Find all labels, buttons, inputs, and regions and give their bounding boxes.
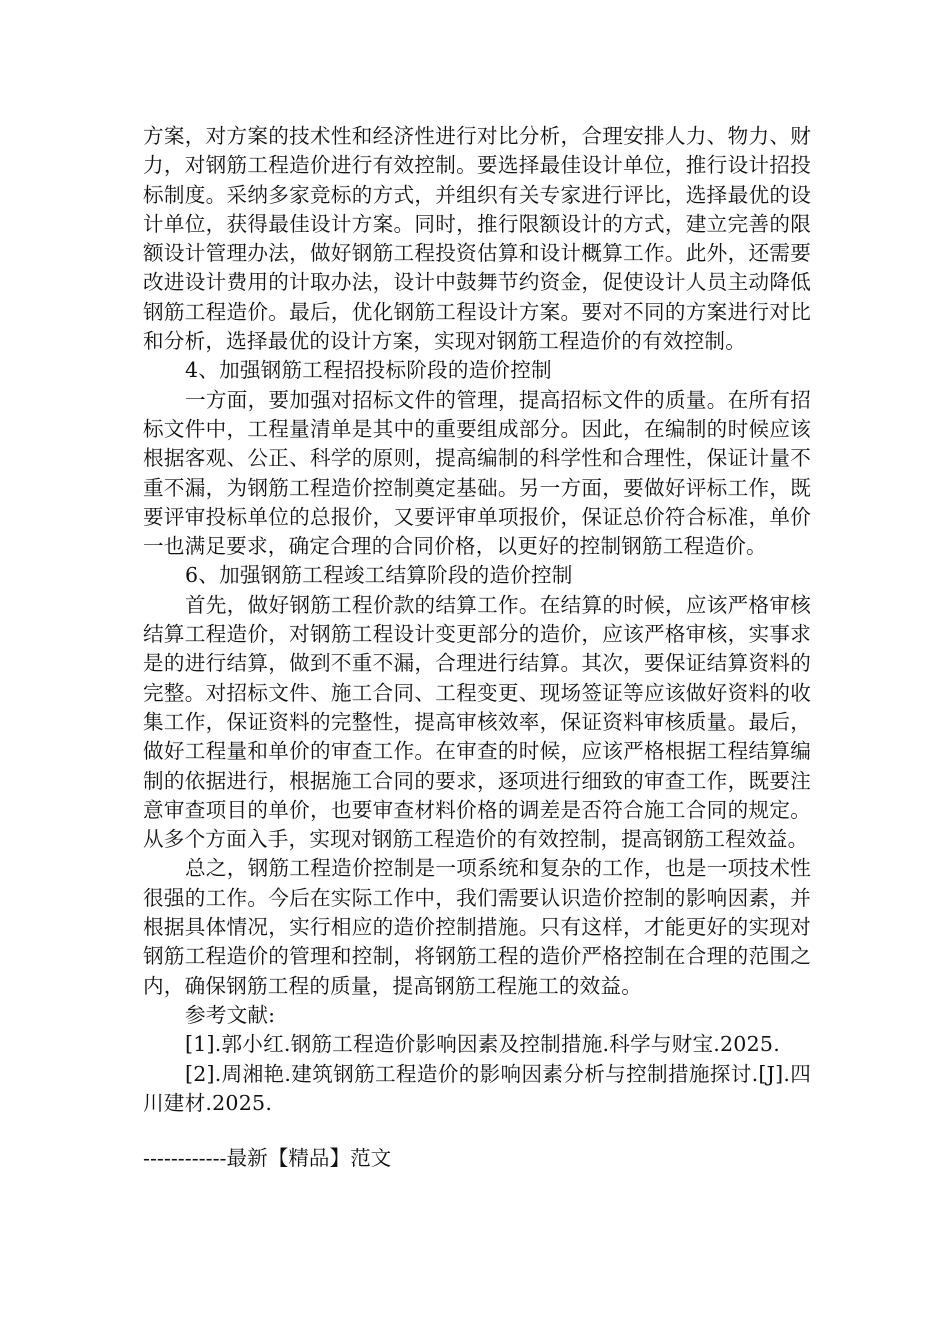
reference-item-1: [1].郭小红.钢筋工程造价影响因素及控制措施.科学与财宝.2025.	[185, 1032, 780, 1057]
paragraph-design-stage: 方案，对方案的技术性和经济性进行对比分析，合理安排人力、物力、财力，对钢筋工程造价进行有效控制。要选择最佳设计单位，推行设计招投标制度。采纳多家竞标的方式，并组织有关专家进行评比，选择最优的设计单位，获得最佳设计方案。同时，推行限额设计的方式，建立完善的限额设计管理办法，做好钢筋工程投资估算和设计概算工作。此外，还需要改进设计费用的计取办法，设计中鼓舞节约资金，促使设计人员主动降低钢筋工程造价。最后，优化钢筋工程设计方案。要对不同的方案进行对比和分析，选择最优的设计方案，实现对钢筋工程造价的有效控制。	[143, 124, 811, 354]
document-body	[143, 122, 811, 1118]
section-heading-bidding: 4、加强钢筋工程招投标阶段的造价控制	[185, 358, 552, 383]
references-heading: 参考文献:	[185, 1002, 276, 1027]
footer-tagline: ------------最新【精品】范文	[143, 1146, 392, 1170]
paragraph-conclusion: 总之，钢筋工程造价控制是一项系统和复杂的工作，也是一项技术性很强的工作。今后在实际工作中，我们需要认识造价控制的影响因素，并根据具体情况，实行相应的造价控制措施。只有这样，才能更好的实现对钢筋工程造价的管理和控制，将钢筋工程的造价严格控制在合理的范围之内，确保钢筋工程的质量，提高钢筋工程施工的效益。	[143, 856, 811, 998]
paragraph-settlement: 首先，做好钢筋工程价款的结算工作。在结算的时候，应该严格审核结算工程造价，对钢筋工程设计变更部分的造价，应该严格审核，实事求是的进行结算，做到不重不漏，合理进行结算。其次，要保证结算资料的完整。对招标文件、施工合同、工程变更、现场签证等应该做好资料的收集工作，保证资料的完整性，提高审核效率，保证资料审核质量。最后，做好工程量和单价的审查工作。在审查的时候，应该严格根据工程结算编制的依据进行，根据施工合同的要求，逐项进行细致的审查工作，既要注意审查项目的单价，也要审查材料价格的调差是否符合施工合同的规定。从多个方面入手，实现对钢筋工程造价的有效控制，提高钢筋工程效益。	[143, 592, 811, 852]
section-heading-settlement: 6、加强钢筋工程竣工结算阶段的造价控制	[185, 563, 573, 588]
reference-item-2: [2].周湘艳.建筑钢筋工程造价的影响因素分析与控制措施探讨.[J].四川建材.2025.	[143, 1061, 811, 1115]
paragraph-bidding: 一方面，要加强对招标文件的管理，提高招标文件的质量。在所有招标文件中，工程量清单是其中的重要组成部分。因此，在编制的时候应该根据客观、公正、科学的原则，提高编制的科学性和合理性，保证计量不重不漏，为钢筋工程造价控制奠定基础。另一方面，要做好评标工作，既要评审投标单位的总报价，又要评审单项报价，保证总价符合标准，单价一也满足要求，确定合理的合同价格，以更好的控制钢筋工程造价。	[143, 387, 811, 559]
